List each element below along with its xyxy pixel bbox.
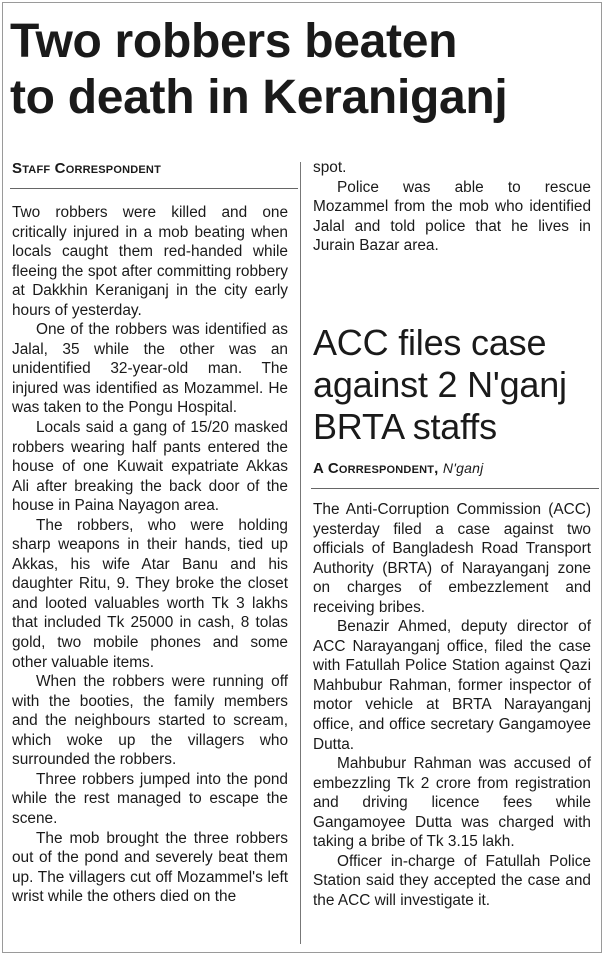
article-1-headline bbox=[10, 14, 600, 126]
article-2-paragraph: The Anti-Corruption Commission (ACC) yesterday filed a case against two officials of Bangladesh Road Transport Authority (BRTA) of Narayanganj zone on charges of embezzlement and receiving bribes. bbox=[313, 501, 591, 616]
article-1-paragraph: When the robbers were running off with the booties, the family members and the neighbours started to scream, which woke up the villagers who surrounded the robbers. bbox=[12, 673, 288, 769]
column-divider bbox=[300, 162, 301, 944]
article-1-body-right-column bbox=[313, 158, 591, 256]
article-2-byline-location: N'ganj bbox=[442, 460, 484, 476]
article-2-byline bbox=[313, 460, 483, 477]
article-2-headline-line-3: BRTA staffs bbox=[313, 406, 497, 447]
article-2-headline-line-1: ACC files case bbox=[313, 322, 547, 363]
article-1-body-left-column bbox=[12, 203, 288, 907]
article-2-paragraph: Officer in-charge of Fatullah Police Station said they accepted the case and the ACC will investigate it. bbox=[313, 852, 591, 909]
article-1-headline-line-1: Two robbers beaten bbox=[10, 15, 458, 68]
article-1-byline-rule bbox=[10, 188, 298, 189]
article-1-headline-line-2: to death in Keraniganj bbox=[10, 71, 508, 124]
article-2-byline-text: A Correspondent, bbox=[313, 460, 439, 477]
article-1-paragraph: Three robbers jumped into the pond while the rest managed to escape the scene. bbox=[12, 770, 288, 827]
article-1-paragraph: Locals said a gang of 15/20 masked robbers wearing half pants entered the house of one Kuwait expatriate Akkas Ali after breaking the back door of the house in Paina Nayagon area. bbox=[12, 419, 288, 515]
article-1-paragraph: The robbers, who were holding sharp weapons in their hands, tied up Akkas, his wife Atar Banu and his daughter Ritu, 9. They broke the closet and looted valuables worth Tk 3 lakhs that included Tk 25000 in cash, 8 tolas gold, two mobile phones and some other valuable items. bbox=[12, 516, 288, 671]
article-1-paragraph: The mob brought the three robbers out of the pond and severely beat them up. The villagers cut off Mozammel's left wrist while the others died on the bbox=[12, 829, 288, 906]
article-1-paragraph: One of the robbers was identified as Jalal, 35 while the other was an unidentified 32-year-old man. The injured was identified as Mozammel. He was taken to the Pongu Hospital. bbox=[12, 321, 288, 417]
article-2-paragraph: Mahbubur Rahman was accused of embezzling Tk 2 crore from registration and driving licence fees while Gangamoyee Dutta was charged with taking a bribe of Tk 3.15 lakh. bbox=[313, 755, 591, 851]
article-2-body bbox=[313, 500, 591, 910]
article-2-headline bbox=[313, 322, 598, 448]
article-1-paragraph: Police was able to rescue Mozammel from the mob who identified Jalal and told police that he lives in Jurain Bazar area. bbox=[313, 178, 591, 255]
article-1-byline-text: Staff Correspondent bbox=[12, 160, 161, 177]
article-2-byline-rule bbox=[311, 488, 599, 489]
article-1-paragraph: Two robbers were killed and one critically injured in a mob beating when locals caught them red-handed while fleeing the spot after committing robbery at Dakkhin Keraniganj in the city early hours of yesterday. bbox=[12, 204, 288, 319]
article-1-byline bbox=[12, 160, 161, 177]
article-1-continuation: spot. bbox=[313, 159, 347, 176]
article-2-paragraph: Benazir Ahmed, deputy director of ACC Narayanganj office, filed the case with Fatullah Police Station against Qazi Mahbubur Rahman, former inspector of motor vehicle at BRTA Narayanganj office, and office secretary Gangamoyee Dutta. bbox=[313, 618, 591, 753]
article-2-headline-line-2: against 2 N'ganj bbox=[313, 364, 567, 405]
